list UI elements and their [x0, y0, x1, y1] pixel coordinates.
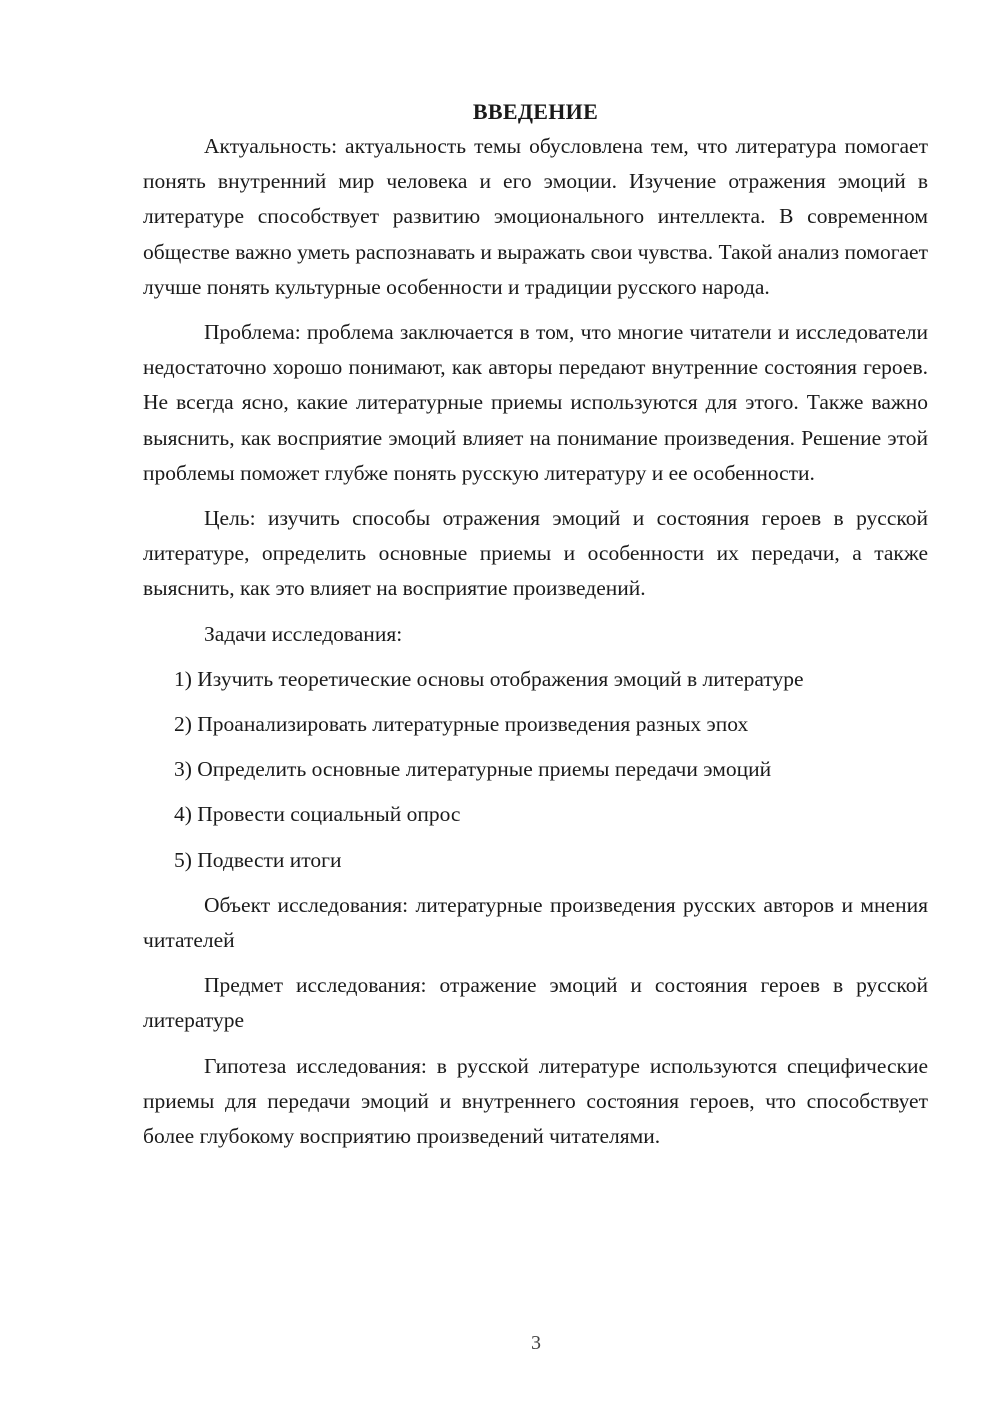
- task-item: 3) Определить основные литературные приемы передачи эмоций: [174, 757, 772, 782]
- task-item: 1) Изучить теоретические основы отображения эмоций в литературе: [174, 666, 804, 691]
- task-item: 4) Провести социальный опрос: [174, 802, 461, 827]
- paragraph-problem: Проблема: проблема заключается в том, что многие читатели и исследователи недостаточно хорошо понимают, как авторы передают внутренние состояния героев. Не всегда ясно, какие литературные приемы используются для этого. Также важно выяснить, как восприятие эмоций влияет на понимание произведения. Решение этой проблемы поможет глубже понять русскую литературу и ее особенности.: [143, 320, 928, 485]
- section-title: ВВЕДЕНИЕ: [472, 99, 599, 124]
- paragraph-object: Объект исследования: литературные произведения русских авторов и мнения читателей: [143, 892, 928, 953]
- paragraph-subject: Предмет исследования: отражение эмоций и состояния героев в русской литературе: [143, 973, 928, 1033]
- page-number: 3: [531, 1332, 541, 1354]
- paragraph-hypothesis: Гипотеза исследования: в русской литературе используются специфические приемы для передачи эмоций и внутреннего состояния героев, что способствует более глубокому восприятию произведений читателями.: [143, 1053, 928, 1149]
- paragraph-goal: Цель: изучить способы отражения эмоций и состояния героев в русской литературе, определить основные приемы и особенности их передачи, а также выяснить, как это влияет на восприятие произведений.: [143, 506, 928, 601]
- tasks-list: [143, 662, 928, 878]
- task-item: 5) Подвести итоги: [174, 847, 342, 872]
- paragraph-relevance: Актуальность: актуальность темы обусловлена тем, что литература помогает понять внутренний мир человека и его эмоции. Изучение отражения эмоций в литературе способствует развитию эмоционального интеллекта. В современном обществе важно уметь распознавать и выражать свои чувства. Такой анализ помогает лучше понять культурные особенности и традиции русского народа.: [143, 134, 928, 299]
- page-content: [143, 94, 928, 1164]
- tasks-heading: Задачи исследования:: [204, 621, 403, 646]
- task-item: 2) Проанализировать литературные произведения разных эпох: [174, 712, 749, 737]
